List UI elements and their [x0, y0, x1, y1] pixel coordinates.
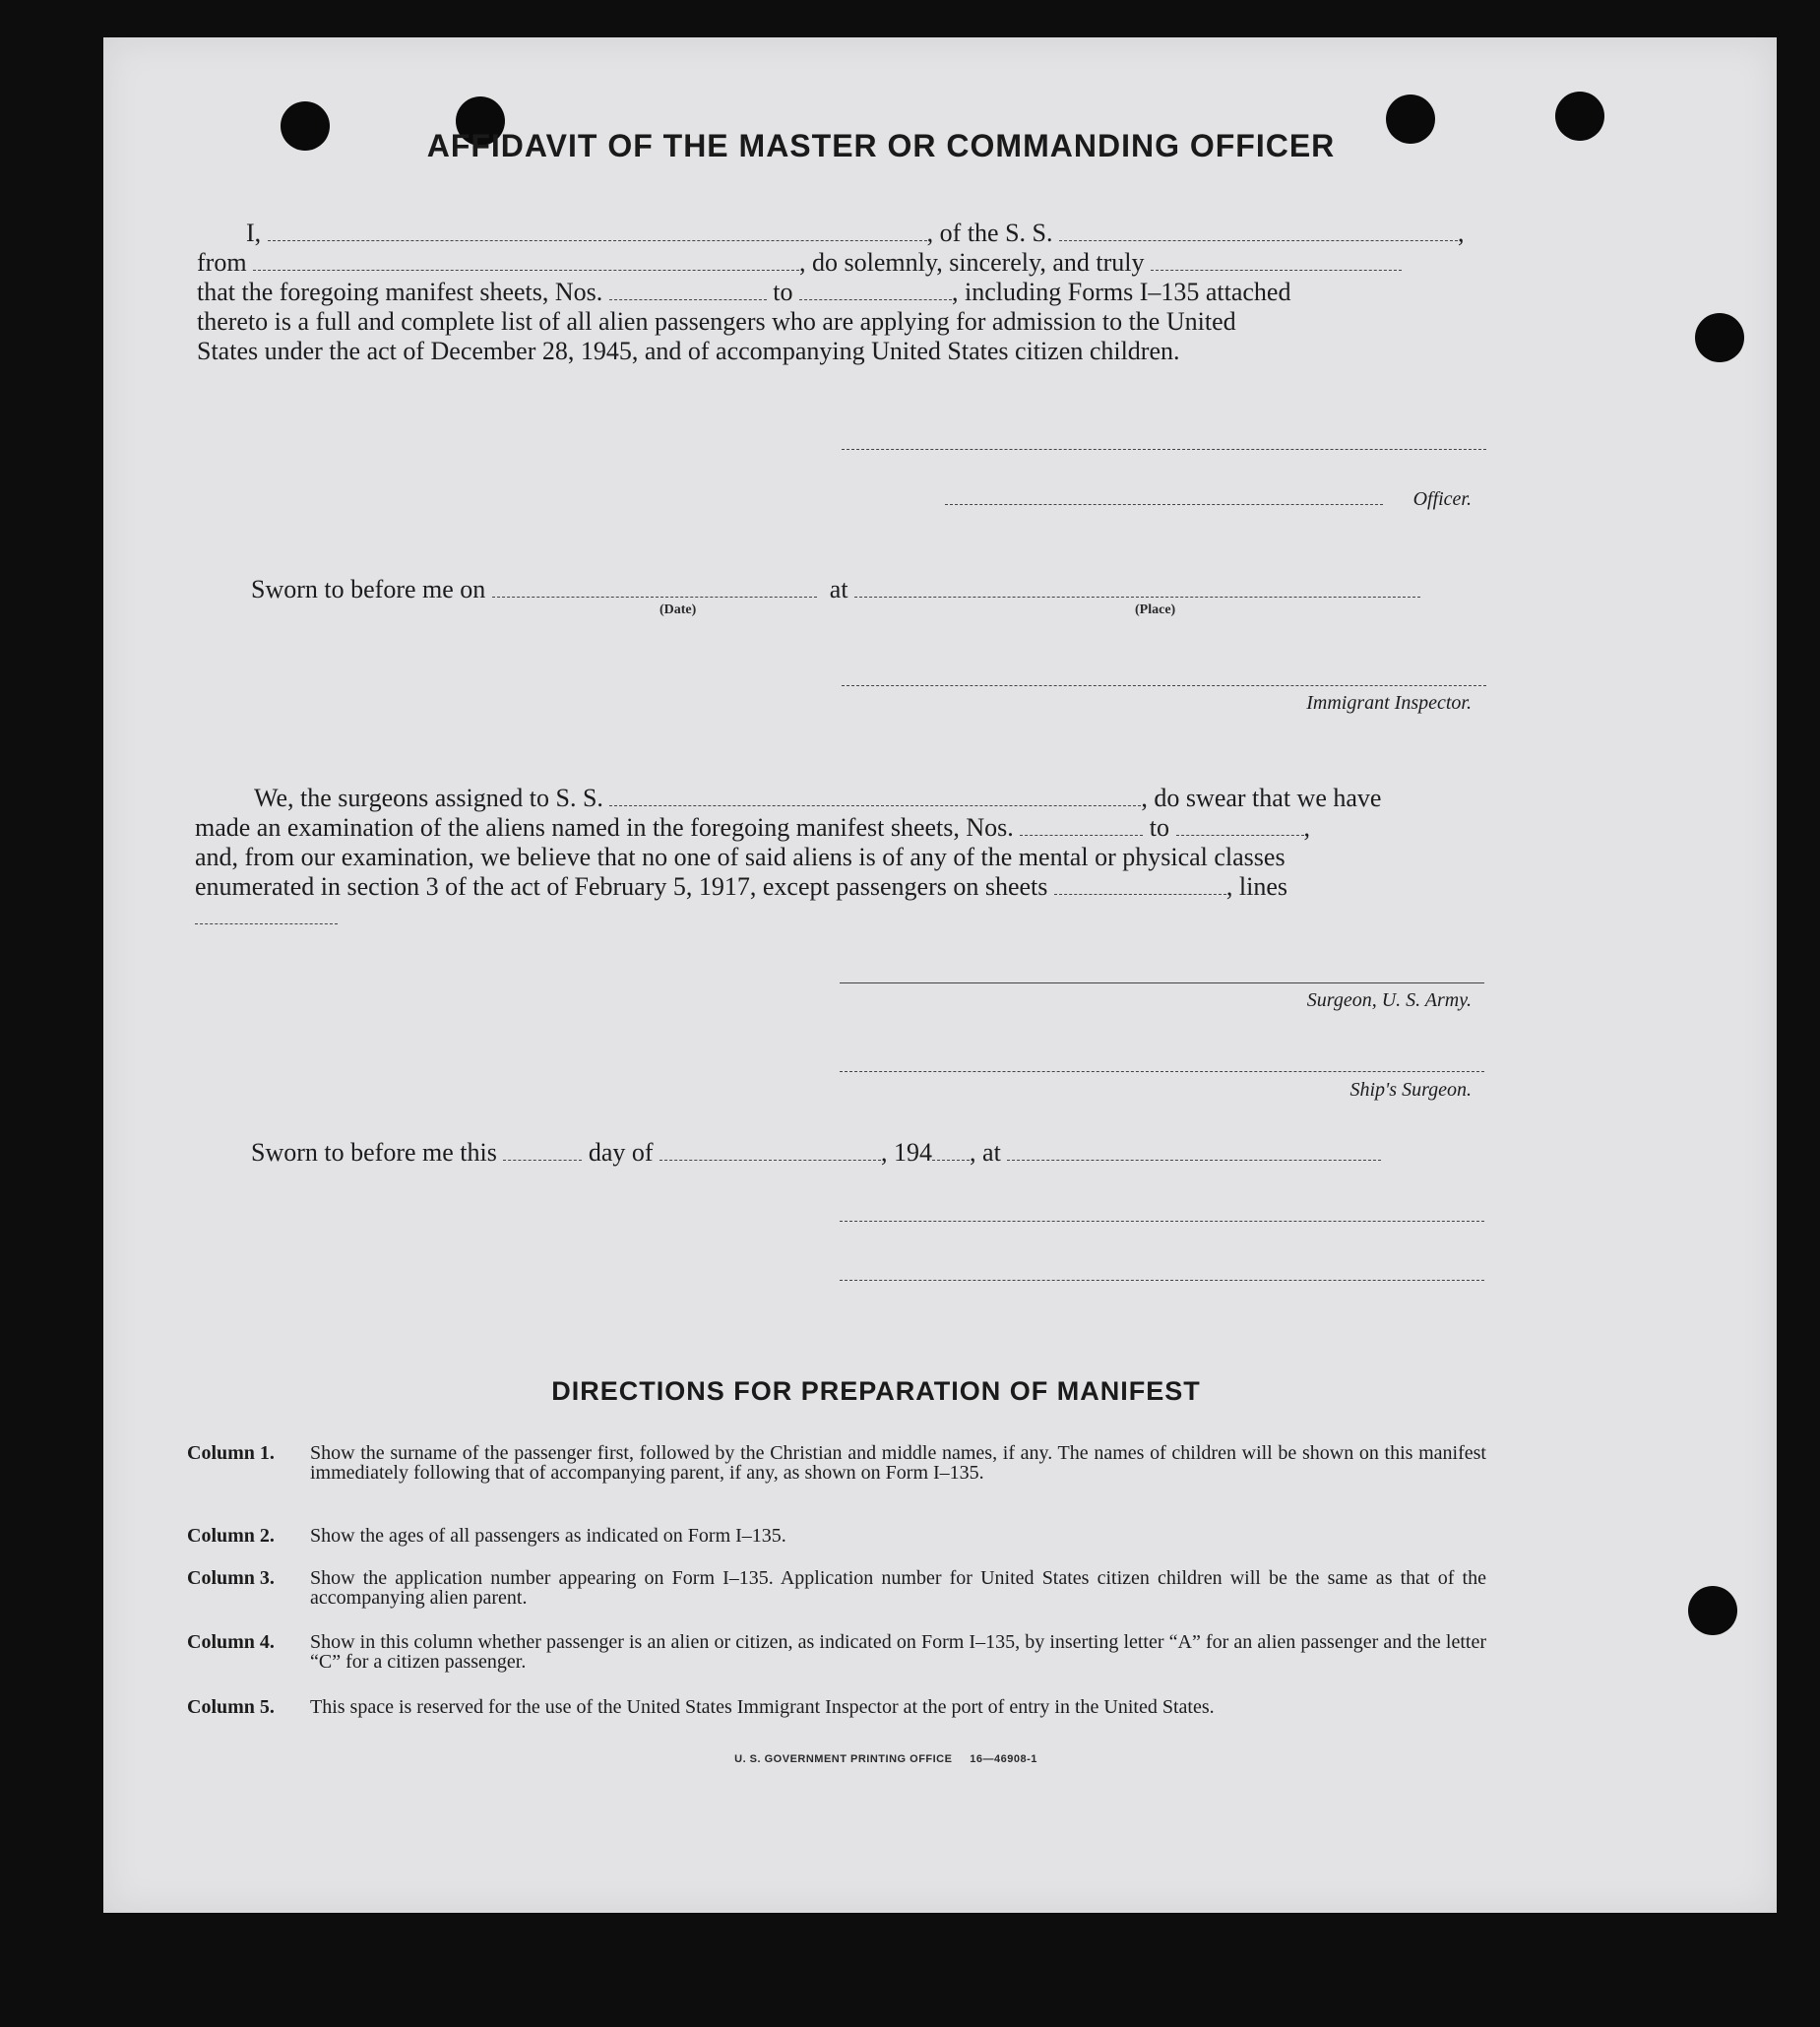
directions-title: DIRECTIONS FOR PREPARATION OF MANIFEST	[551, 1376, 1201, 1406]
sworn-place-field[interactable]	[854, 577, 1420, 598]
surgeons-text: and, from our examination, we believe that no one of said aliens is of any of the mental or physical classes	[195, 843, 1286, 871]
column-text: This space is reserved for the use of the United States Immigrant Inspector at the port of entry in the United States.	[310, 1696, 1215, 1718]
port-from-field[interactable]	[253, 250, 799, 271]
army-surgeon-label: Surgeon, U. S. Army.	[1306, 989, 1472, 1011]
sheets-to-field[interactable]	[799, 280, 952, 300]
sworn-text: at	[829, 575, 848, 603]
sheets-from-field[interactable]	[609, 280, 767, 300]
affidavit-text: I,	[246, 219, 262, 247]
direction-column-3	[187, 1568, 1486, 1608]
column-label: Column 1.	[187, 1442, 275, 1464]
sworn-date-field[interactable]	[492, 577, 817, 598]
column-text: Show the ages of all passengers as indicated on Form I–135.	[310, 1525, 786, 1547]
affidavit-text: , including Forms I–135 attached	[952, 278, 1291, 306]
ship-surgeon-signature-line[interactable]	[840, 1071, 1484, 1072]
sworn-text: day of	[588, 1138, 654, 1167]
column-label: Column 3.	[187, 1567, 275, 1589]
place-caption: (Place)	[1135, 602, 1176, 617]
except-sheets-field[interactable]	[1054, 874, 1226, 895]
inspector-signature-line[interactable]	[842, 685, 1486, 686]
direction-column-2	[187, 1526, 1486, 1546]
surgeons-sheets-from-field[interactable]	[1020, 815, 1143, 836]
surgeons-text: , lines	[1225, 872, 1288, 901]
surgeons-paragraph	[195, 784, 1489, 931]
date-caption: (Date)	[659, 602, 697, 617]
column-label: Column 2.	[187, 1525, 275, 1547]
punch-hole	[1688, 1586, 1737, 1635]
officer-signature-line[interactable]	[842, 449, 1486, 450]
sworn-text: , 194	[881, 1138, 933, 1167]
sworn-text: Sworn to before me on	[251, 575, 486, 603]
surgeons-text: ,	[1303, 813, 1310, 842]
column-text: Show the surname of the passenger first, followed by the Christian and middle names, if any. The names of children will be shown on this manifest immediately following that of accompanying parent, if any, as shown on Form I–135.	[310, 1442, 1486, 1484]
sworn-month-field[interactable]	[659, 1140, 881, 1161]
sworn-year-field[interactable]	[932, 1140, 970, 1161]
surgeons-text: , do swear that we have	[1141, 784, 1382, 812]
affidavit-text: ,	[1458, 219, 1465, 247]
affidavit-text: , of the S. S.	[926, 219, 1053, 247]
affidavit-title: AFFIDAVIT OF THE MASTER OR COMMANDING OFFICER	[426, 128, 1336, 163]
surgeons-text: to	[1149, 813, 1169, 842]
sworn2-title-line[interactable]	[840, 1280, 1484, 1281]
direction-column-4	[187, 1632, 1486, 1672]
sworn-day-field[interactable]	[503, 1140, 582, 1161]
column-text: Show the application number appearing on Form I–135. Application number for United States citizen children will be the same as that of the accompanying alien parent.	[310, 1567, 1486, 1609]
sworn-text: Sworn to before me this	[251, 1138, 497, 1167]
direction-column-5	[187, 1697, 1486, 1717]
sworn-place-field-2[interactable]	[1007, 1140, 1381, 1161]
officer-title-line[interactable]	[945, 504, 1383, 505]
affidavit-paragraph	[197, 219, 1494, 366]
printing-office-footer: U. S. GOVERNMENT PRINTING OFFICE 16—46908-1	[734, 1753, 1037, 1765]
affidavit-text: , do solemnly, sincerely, and truly	[799, 248, 1145, 277]
affirm-field[interactable]	[1151, 250, 1402, 271]
affidavit-text: to	[773, 278, 793, 306]
column-label: Column 4.	[187, 1631, 275, 1653]
surgeons-ship-field[interactable]	[609, 786, 1141, 806]
surgeons-text: made an examination of the aliens named in the foregoing manifest sheets, Nos.	[195, 813, 1014, 842]
sworn2-signature-line[interactable]	[840, 1221, 1484, 1222]
affidavit-text: from	[197, 248, 247, 277]
surgeons-text: We, the surgeons assigned to S. S.	[254, 784, 603, 812]
punch-hole	[1695, 313, 1744, 362]
sworn-before-me-on	[251, 575, 1491, 604]
affidavit-text: that the foregoing manifest sheets, Nos.	[197, 278, 603, 306]
master-name-field[interactable]	[268, 221, 927, 241]
document-page	[103, 37, 1777, 1913]
ship-name-field[interactable]	[1059, 221, 1458, 241]
officer-label: Officer.	[1412, 488, 1472, 510]
direction-column-1	[187, 1443, 1486, 1483]
army-surgeon-signature-line[interactable]	[840, 982, 1484, 983]
inspector-label: Immigrant Inspector.	[1306, 692, 1472, 714]
affidavit-text: thereto is a full and complete list of all alien passengers who are applying for admission to the United	[197, 307, 1236, 336]
surgeons-text: enumerated in section 3 of the act of February 5, 1917, except passengers on sheets	[195, 872, 1048, 901]
surgeons-sheets-to-field[interactable]	[1176, 815, 1304, 836]
column-label: Column 5.	[187, 1696, 275, 1718]
ship-surgeon-label: Ship's Surgeon.	[1349, 1079, 1472, 1101]
column-text: Show in this column whether passenger is an alien or citizen, as indicated on Form I–135, by inserting letter “A” for an alien passenger and the letter “C” for a citizen passenger.	[310, 1631, 1486, 1673]
sworn-before-me-this	[251, 1138, 1491, 1168]
affidavit-text: States under the act of December 28, 1945, and of accompanying United States citizen children.	[197, 337, 1180, 365]
except-lines-field[interactable]	[195, 904, 338, 924]
sworn-text: , at	[970, 1138, 1001, 1167]
